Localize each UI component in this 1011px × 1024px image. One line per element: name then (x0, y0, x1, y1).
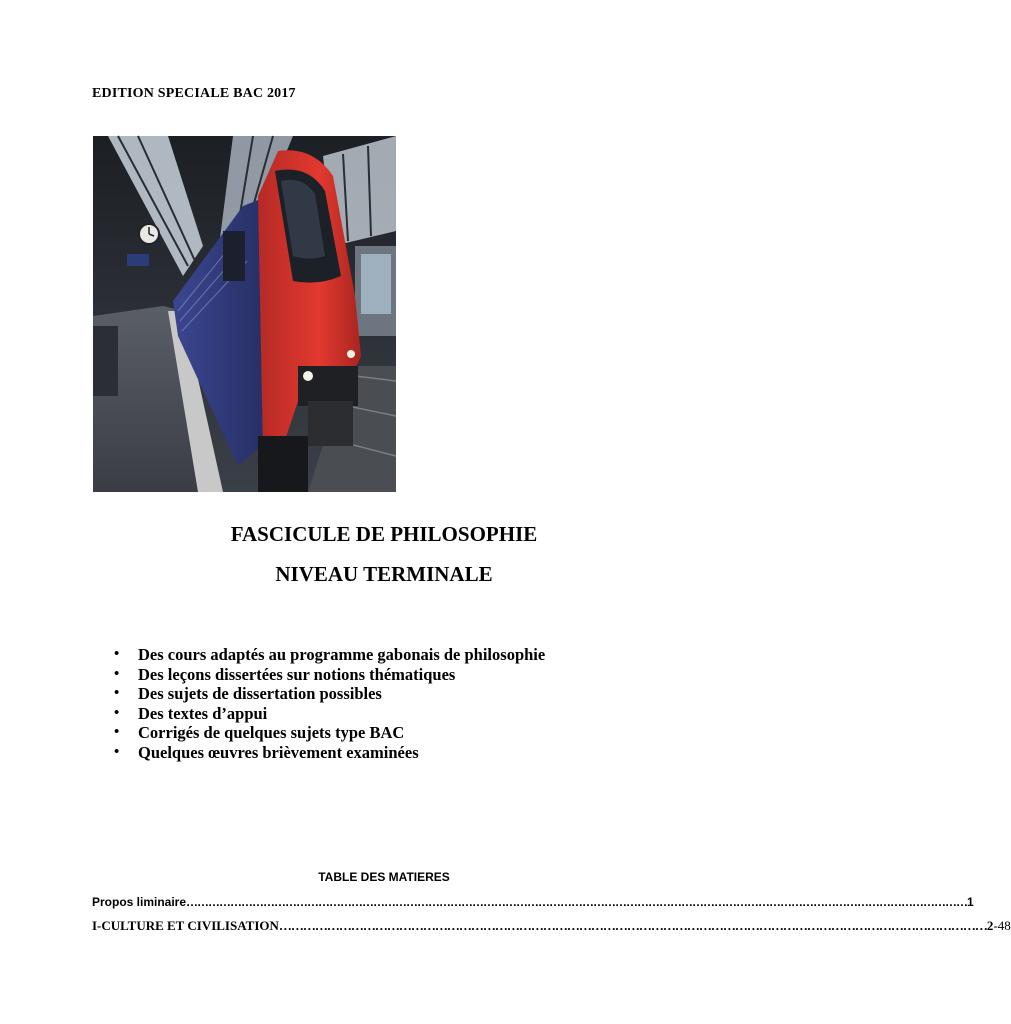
toc-entry-page: 1 (967, 895, 974, 909)
cover-image (93, 136, 396, 492)
list-item: • Corrigés de quelques sujets type BAC (112, 723, 545, 743)
list-item: • Des cours adaptés au programme gabonais de philosophie (112, 645, 545, 665)
toc-leader-dots: …………………………………………………………………………………………………………………………………………………………………………………………… (186, 895, 968, 909)
toc-entry (92, 918, 1011, 934)
train-photo-icon (93, 136, 396, 492)
toc-entry-label: Propos liminaire (92, 895, 187, 909)
list-item: • Des leçons dissertées sur notions thématiques (112, 665, 545, 685)
toc-entry-page-range: -48 (993, 918, 1011, 933)
toc-entry-page: 2 (986, 918, 994, 933)
list-item: • Quelques œuvres brièvement examinées (112, 743, 545, 763)
toc-entry-label: I-CULTURE ET CIVILISATION (92, 918, 279, 933)
document-subtitle: NIVEAU TERMINALE (275, 562, 493, 586)
list-item: • Des sujets de dissertation possibles (112, 684, 545, 704)
toc-entry (92, 895, 974, 909)
document-title: FASCICULE DE PHILOSOPHIE (230, 522, 538, 546)
edition-label: EDITION SPECIALE BAC 2017 (92, 86, 296, 101)
toc-heading: TABLE DES MATIERES (318, 870, 450, 884)
toc-leader-dots: …………………………………………………………………………………………………………………………………………………………… (278, 918, 987, 933)
list-item: • Des textes d’appui (112, 704, 545, 724)
feature-list (112, 645, 545, 763)
